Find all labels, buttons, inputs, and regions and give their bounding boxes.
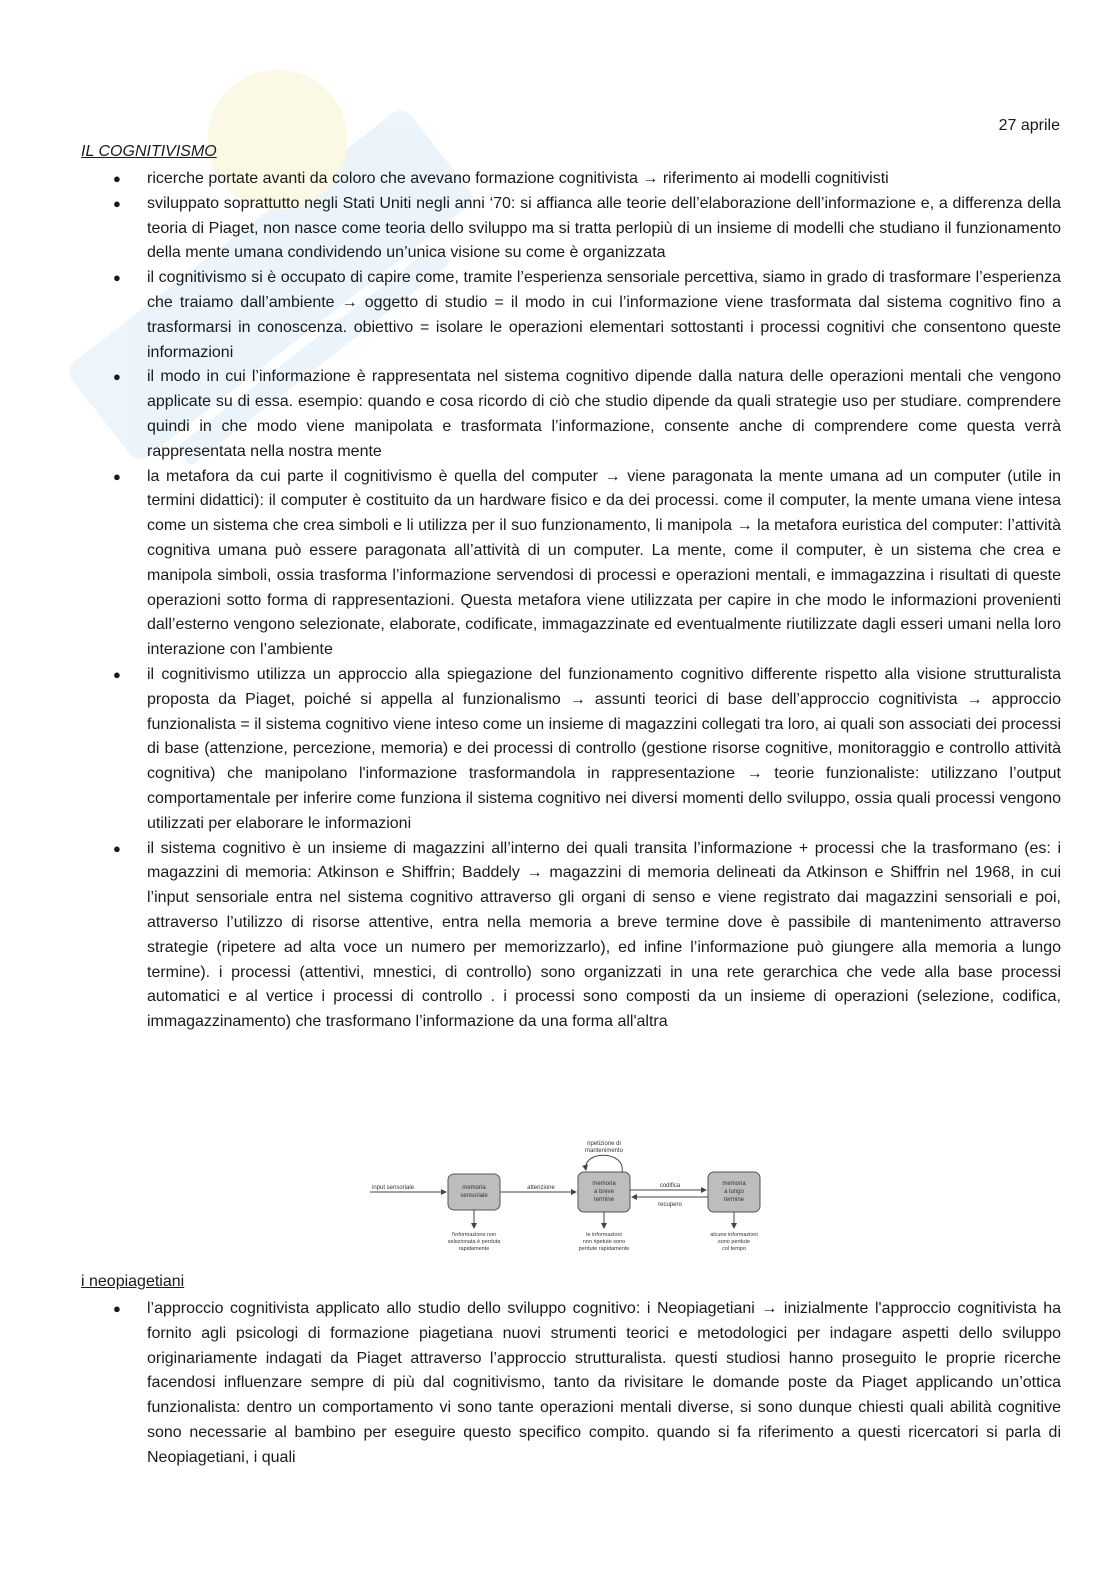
diagram-box1-line1: memoria	[462, 1185, 486, 1191]
diagram-box2-line1: memoria	[592, 1181, 616, 1187]
diagram-out1-line1: l'informazione non	[451, 1232, 497, 1238]
diagram-attention-label: attenzione	[527, 1185, 555, 1191]
bullet-dot-icon: ●	[113, 1301, 121, 1316]
diagram-loop-line1: ripetizione di	[587, 1141, 621, 1147]
diagram-loop-line2: mantenimento	[584, 1148, 624, 1154]
bullet-list-neopiagetiani	[81, 1297, 1061, 1471]
bullet-dot-icon: ●	[113, 468, 121, 484]
diagram-out2-line1: le informazioni	[586, 1232, 622, 1238]
list-item: ● l’approccio cognitivista applicato allo studio dello sviluppo cognitivo: i Neopiagetiani → inizialmente l'approccio cognitivista ha fornito agli psicologi di formazione piagetiana nuovi strumenti teorici e metodologici per indagare aspetti dello sviluppo originariamente indagati da Piaget attraverso l’approccio strutturalista. questi studiosi hanno proseguito le proprie ricerche facendosi influenzare sempre di più dal cognitivismo, tanto da rivisitare le domande poste da Piaget applicando un’ottica funzionalista: dentro un comportamento vi sono tante operazioni mentali diverse, si sono dunque chiesti quali abilità cognitive sono necessarie al bambino per eseguire questo specifico compito. quando si fa riferimento a questi ricercatori si parla di Neopiagetiani, i quali	[81, 1297, 1061, 1471]
bullet-dot-icon: ●	[113, 195, 121, 211]
bullet-dot-icon: ●	[113, 369, 121, 385]
bullet-dot-icon: ●	[113, 666, 121, 682]
diagram-encode-label: codifica	[659, 1183, 681, 1189]
bullet-list-cognitivismo	[81, 167, 1061, 1035]
diagram-out3-line3: col tempo	[722, 1246, 746, 1252]
list-item: ● la metafora da cui parte il cognitivismo è quella del computer → viene paragonata la mente umana ad un computer (utile in termini didattici): il computer è costituito da un hardware fisico e da dei processi. come il computer, la mente umana viene intesa come un sistema che crea simboli e li utilizza per il suo funzionamento, li manipola → la metafora euristica del computer: l’attività cognitiva umana può essere paragonata all’attività di un computer. La mente, come il computer, è un sistema che crea e manipola simboli, ossia trasforma l’informazione servendosi di processi e operazioni mentali, e immagazzina i risultati di queste operazioni sotto forma di rappresentazioni. Questa metafora viene utilizzata per capire in che modo le informazioni provenienti dall’esterno vengono selezionate, elaborate, codificate, immagazzinate ed eventualmente riutilizzate dagli esseri umani nella loro interazione con l’ambiente	[81, 465, 1061, 663]
list-item: ● il modo in cui l’informazione è rappresentata nel sistema cognitivo dipende dalla natura delle operazioni mentali che vengono applicate su di essa. esempio: quando e cosa ricordo di ciò che studio dipende da quali strategie uso per studiare. comprendere quindi in che modo viene manipolata e trasformata l’informazione, consente anche di comprendere come questa verrà rappresentata nella nostra mente	[81, 365, 1061, 464]
bullet-dot-icon: ●	[113, 171, 121, 186]
diagram-out1-line2: selezionata è perduta	[447, 1239, 501, 1245]
diagram-box1-line2: sensoriale	[460, 1193, 488, 1199]
list-item: ● il sistema cognitivo è un insieme di magazzini all’interno dei quali transita l’informazione + processi che la trasformano (es: i magazzini di memoria: Atkinson e Shiffrin; Baddely → magazzini di memoria delineati da Atkinson e Shiffrin nel 1968, in cui l’input sensoriale entra nel sistema cognitivo attraverso gli organi di senso e viene registrato dai magazzini sensoriali e poi, attraverso l’utilizzo di risorse attentive, entra nella memoria a breve termine dove è passibile di mantenimento attraverso strategie (ripetere ad alta voce un numero per memorizzarlo), ed infine l’informazione può giungere alla memoria a lungo termine). i processi (attentivi, mnestici, di controllo) sono organizzati in una rete gerarchica che vede alla base processi automatici e al vertice i processi di controllo . i processi sono composti da un insieme di operazioni (selezione, codifica, immagazzinamento) che trasformano l’informazione da una forma all'altra	[81, 837, 1061, 1035]
diagram-out2-line2: non ripetute sono	[582, 1239, 626, 1245]
diagram-arrow-rehearsal-loop	[586, 1155, 623, 1172]
bullet-dot-icon: ●	[113, 840, 121, 856]
memory-model-diagram	[370, 1136, 780, 1256]
list-item: ● sviluppato soprattutto negli Stati Uniti negli anni ‘70: si affianca alle teorie dell’elaborazione dell’informazione e, a differenza della teoria di Piaget, non nasce come teoria dello sviluppo ma si tratta perlopiù di un insieme di modelli che studiano il funzionamento della mente umana condividendo un’unica visione su come è organizzata	[81, 192, 1061, 266]
diagram-box3-line3: termine	[723, 1197, 745, 1203]
diagram-out3-line1: alcune informazioni	[710, 1232, 758, 1238]
diagram-box3-line2: a lungo	[724, 1189, 744, 1195]
diagram-out3-line2: sono perdute	[717, 1239, 751, 1245]
diagram-box-sensory-memory	[448, 1174, 500, 1210]
section-title-cognitivismo: IL COGNITIVISMO	[81, 143, 217, 160]
document-date: 27 aprile	[998, 117, 1060, 134]
diagram-input-label: input sensoriale	[372, 1185, 415, 1191]
diagram-recall-label: recupero	[658, 1202, 682, 1208]
diagram-out2-line3: perdute rapidamente	[578, 1246, 630, 1252]
section-title-neopiagetiani: i neopiagetiani	[81, 1273, 185, 1290]
diagram-out1-line3: rapidamente	[458, 1246, 490, 1252]
bullet-dot-icon: ●	[113, 270, 121, 286]
diagram-box2-line2: a breve	[593, 1189, 615, 1195]
list-item: ● il cognitivismo utilizza un approccio alla spiegazione del funzionamento cognitivo differente rispetto alla visione strutturalista proposta da Piaget, poiché si appella al funzionalismo → assunti teorici di base dell’approccio cognitivista → approccio funzionalista = il sistema cognitivo viene inteso come un insieme di magazzini collegati tra loro, ai quali son associati dei processi di base (attenzione, percezione, memoria) e dei processi di controllo (gestione risorse cognitive, monitoraggio e controllo attività cognitiva) che manipolano l'informazione trasformandola in rappresentazione → teorie funzionaliste: utilizzano l’output comportamentale per inferire come funziona il sistema cognitivo nei diversi momenti dello sviluppo, ossia quali processi vengono utilizzati per elaborare le informazioni	[81, 663, 1061, 837]
list-item: ● ricerche portate avanti da coloro che avevano formazione cognitivista → riferimento ai modelli cognitivisti	[81, 167, 1061, 192]
diagram-box3-line1: memoria	[722, 1181, 746, 1187]
list-item: ● il cognitivismo si è occupato di capire come, tramite l’esperienza sensoriale percettiva, siamo in grado di trasformare l’esperienza che traiamo dall’ambiente → oggetto di studio = il modo in cui l’informazione viene trasformata dal sistema cognitivo fino a trasformarsi in conoscenza. obiettivo = isolare le operazioni elementari sottostanti i processi cognitivi che consentono queste informazioni	[81, 266, 1061, 365]
diagram-box2-line3: termine	[593, 1197, 615, 1203]
